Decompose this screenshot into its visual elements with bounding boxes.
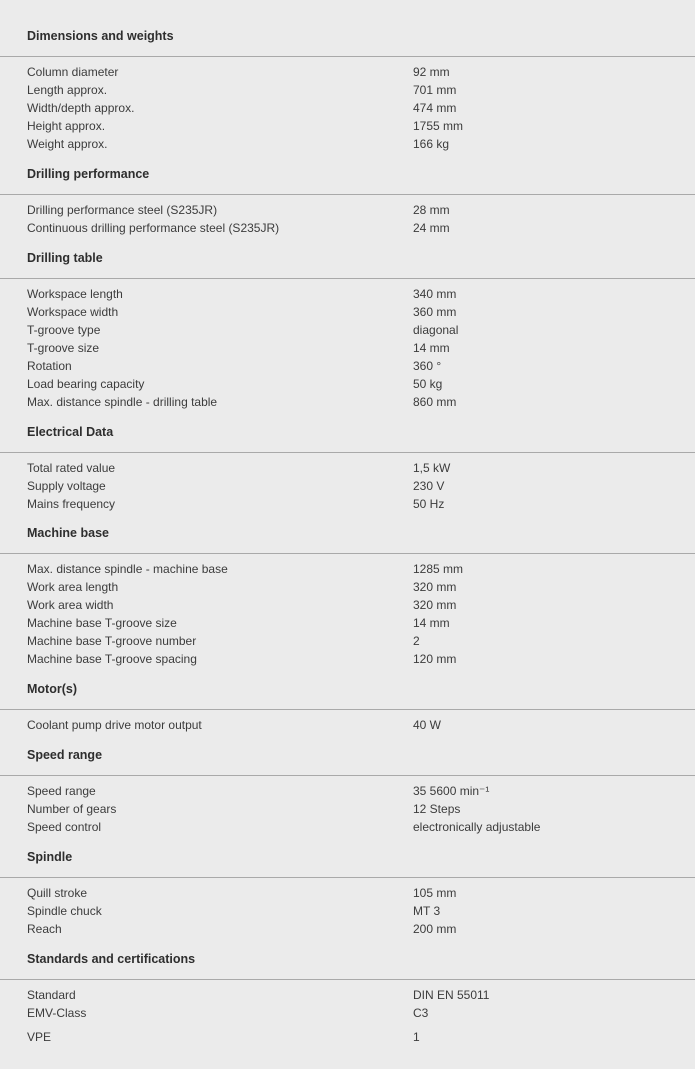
- spec-value: 320 mm: [413, 598, 457, 612]
- section-title: Electrical Data: [27, 425, 114, 439]
- spec-label: Workspace width: [27, 305, 119, 319]
- spec-label: Machine base T-groove number: [27, 634, 197, 648]
- section-machine-base: [0, 526, 695, 668]
- section-heading: [0, 251, 695, 279]
- spec-row: [0, 201, 695, 219]
- section-heading: [0, 748, 695, 776]
- spec-label: Width/depth approx.: [27, 101, 135, 115]
- spec-row: [0, 99, 695, 117]
- spec-value: 701 mm: [413, 83, 457, 97]
- spec-row: [0, 818, 695, 836]
- section-drilling-table: [0, 251, 695, 411]
- spec-row: [0, 459, 695, 477]
- spec-rows: [0, 710, 695, 734]
- spec-value: 14 mm: [413, 341, 450, 355]
- spec-rows: [0, 878, 695, 938]
- spec-row: [0, 920, 695, 938]
- spec-row: [0, 339, 695, 357]
- spec-row: [0, 986, 695, 1004]
- spec-label: Load bearing capacity: [27, 377, 145, 391]
- vpe-value: 1: [413, 1030, 420, 1044]
- spec-value: 360 °: [413, 359, 442, 373]
- spec-row: [0, 495, 695, 513]
- spec-row: [0, 63, 695, 81]
- spec-rows: [0, 980, 695, 1022]
- spec-rows: [0, 195, 695, 237]
- spec-row: [0, 716, 695, 734]
- spec-value: 1,5 kW: [413, 461, 451, 475]
- spec-row: [0, 578, 695, 596]
- section-motors: [0, 682, 695, 734]
- spec-row: [0, 321, 695, 339]
- spec-label: Speed control: [27, 820, 102, 834]
- spec-label: Total rated value: [27, 461, 116, 475]
- spec-rows: [0, 57, 695, 153]
- spec-rows: [0, 554, 695, 668]
- spec-value: 50 Hz: [413, 497, 445, 511]
- vpe-label: VPE: [27, 1030, 52, 1044]
- spec-label: EMV-Class: [27, 1006, 87, 1020]
- spec-rows: [0, 279, 695, 411]
- spec-label: Machine base T-groove spacing: [27, 652, 197, 666]
- spec-value: 1755 mm: [413, 119, 464, 133]
- spec-label: Continuous drilling performance steel (S235JR): [27, 221, 280, 235]
- spec-label: Spindle chuck: [27, 904, 102, 918]
- spec-value: diagonal: [413, 323, 459, 337]
- section-heading: [0, 682, 695, 710]
- spec-row: [0, 1004, 695, 1022]
- spec-rows: [0, 776, 695, 836]
- section-spindle: [0, 850, 695, 938]
- spec-row: [0, 650, 695, 668]
- section-heading: [0, 425, 695, 453]
- spec-value: 105 mm: [413, 886, 457, 900]
- spec-label: Rotation: [27, 359, 72, 373]
- spec-row: [0, 393, 695, 411]
- spec-value: 474 mm: [413, 101, 457, 115]
- spec-label: T-groove type: [27, 323, 101, 337]
- section-heading: [0, 850, 695, 878]
- section-title: Standards and certifications: [27, 952, 196, 966]
- section-heading: [0, 952, 695, 980]
- section-heading: [0, 526, 695, 554]
- section-title: Drilling performance: [27, 167, 150, 181]
- spec-label: Number of gears: [27, 802, 117, 816]
- spec-label: T-groove size: [27, 341, 100, 355]
- spec-value: 1285 mm: [413, 562, 464, 576]
- spec-label: Standard: [27, 988, 76, 1002]
- spec-value: MT 3: [413, 904, 441, 918]
- spec-row: [0, 560, 695, 578]
- section-title: Motor(s): [27, 682, 77, 696]
- spec-value: 340 mm: [413, 287, 457, 301]
- spec-row: [0, 614, 695, 632]
- section-title: Speed range: [27, 748, 103, 762]
- spec-row: [0, 135, 695, 153]
- spec-value: C3: [413, 1006, 429, 1020]
- spec-value: 860 mm: [413, 395, 457, 409]
- spec-row: [0, 375, 695, 393]
- spec-label: Work area width: [27, 598, 114, 612]
- spec-label: Height approx.: [27, 119, 106, 133]
- section-title: Machine base: [27, 526, 109, 540]
- spec-row: [0, 884, 695, 902]
- spec-row: [0, 285, 695, 303]
- spec-label: Length approx.: [27, 83, 108, 97]
- spec-label: Max. distance spindle - machine base: [27, 562, 228, 576]
- spec-value: 50 kg: [413, 377, 443, 391]
- section-standards-certifications: [0, 952, 695, 1022]
- spec-value: 166 kg: [413, 137, 450, 151]
- section-title: Dimensions and weights: [27, 29, 174, 43]
- spec-row: [0, 357, 695, 375]
- spec-value: 28 mm: [413, 203, 450, 217]
- section-heading: [0, 167, 695, 195]
- spec-label: Reach: [27, 922, 62, 936]
- spec-label: Drilling performance steel (S235JR): [27, 203, 218, 217]
- spec-row: [0, 117, 695, 135]
- spec-label: Weight approx.: [27, 137, 108, 151]
- spec-value: 35 5600 min⁻¹: [413, 784, 490, 798]
- spec-value: electronically adjustable: [413, 820, 541, 834]
- spec-row: [0, 303, 695, 321]
- spec-label: Column diameter: [27, 65, 119, 79]
- spec-value: 14 mm: [413, 616, 450, 630]
- spec-label: Supply voltage: [27, 479, 106, 493]
- spec-row: [0, 477, 695, 495]
- spec-value: DIN EN 55011: [413, 988, 490, 1002]
- spec-row: [0, 219, 695, 237]
- spec-row: [0, 782, 695, 800]
- spec-label: Quill stroke: [27, 886, 88, 900]
- spec-row: [0, 596, 695, 614]
- vpe-row: [0, 1028, 695, 1046]
- spec-row: [0, 800, 695, 818]
- spec-label: Machine base T-groove size: [27, 616, 177, 630]
- spec-value: 40 W: [413, 718, 442, 732]
- spec-row: [0, 81, 695, 99]
- section-heading: [0, 29, 695, 57]
- spec-value: 230 V: [413, 479, 445, 493]
- spec-rows: [0, 453, 695, 513]
- spec-label: Max. distance spindle - drilling table: [27, 395, 218, 409]
- spec-value: 2: [413, 634, 420, 648]
- spec-label: Speed range: [27, 784, 96, 798]
- section-electrical-data: [0, 425, 695, 513]
- spec-label: Mains frequency: [27, 497, 116, 511]
- section-title: Drilling table: [27, 251, 103, 265]
- section-title: Spindle: [27, 850, 73, 864]
- spec-value: 120 mm: [413, 652, 457, 666]
- spec-value: 12 Steps: [413, 802, 461, 816]
- spec-value: 200 mm: [413, 922, 457, 936]
- spec-row: [0, 902, 695, 920]
- spec-value: 360 mm: [413, 305, 457, 319]
- spec-label: Work area length: [27, 580, 119, 594]
- section-speed-range: [0, 748, 695, 836]
- section-dimensions-weights: [0, 29, 695, 153]
- section-drilling-performance: [0, 167, 695, 237]
- spec-value: 92 mm: [413, 65, 450, 79]
- spec-value: 320 mm: [413, 580, 457, 594]
- spec-label: Workspace length: [27, 287, 123, 301]
- spec-value: 24 mm: [413, 221, 450, 235]
- spec-label: Coolant pump drive motor output: [27, 718, 202, 732]
- spec-row: [0, 632, 695, 650]
